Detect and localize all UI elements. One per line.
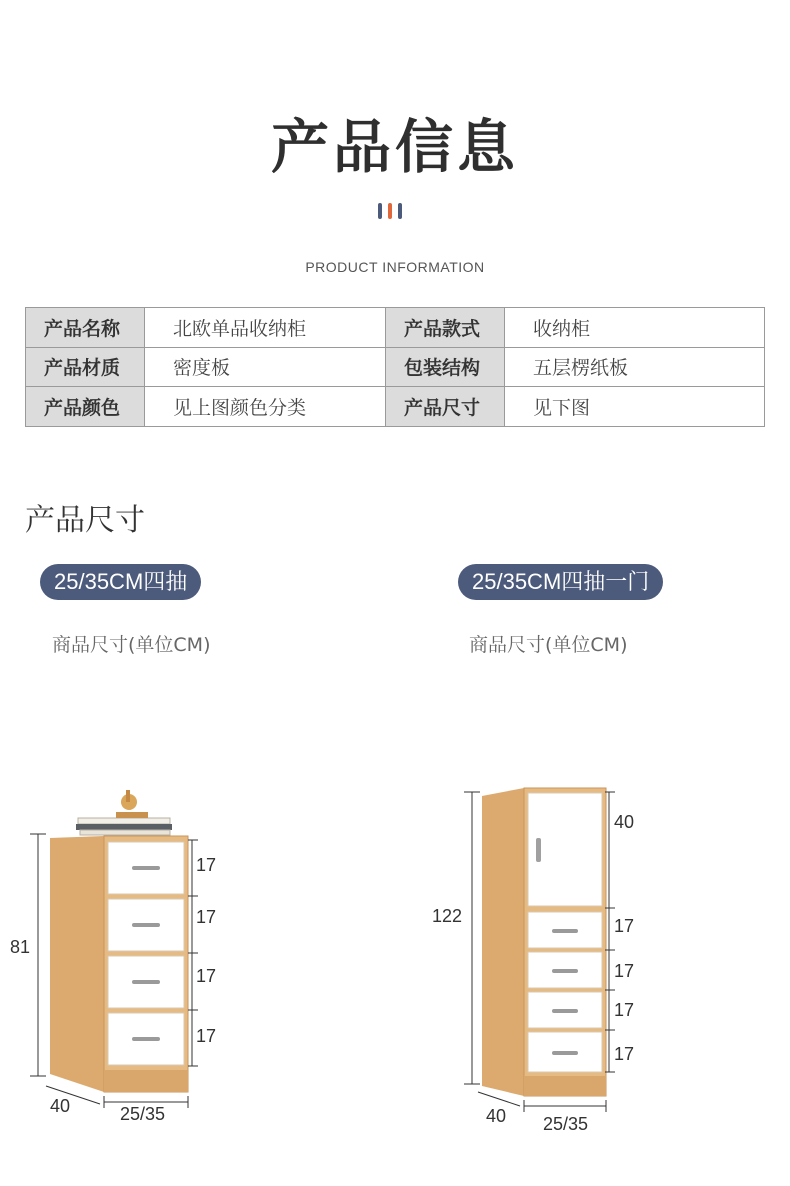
- accent-dot: [398, 203, 402, 219]
- title-accent-dots: [378, 203, 402, 219]
- accent-dot: [388, 203, 392, 219]
- info-value: 密度板: [145, 347, 386, 387]
- depth-label: 40: [50, 1096, 71, 1116]
- unit-note: 商品尺寸(单位CM): [469, 634, 628, 656]
- handle-icon: [552, 929, 578, 933]
- info-value: 五层楞纸板: [505, 347, 765, 387]
- handle-icon: [552, 969, 578, 973]
- depth-dimension-line: [478, 1092, 520, 1106]
- drawer-height-label: 17: [196, 855, 217, 875]
- info-value: 北欧单品收纳柜: [145, 308, 386, 348]
- info-label: 产品款式: [386, 308, 505, 348]
- book-icon: [76, 824, 172, 830]
- page-title: 产品信息: [270, 113, 519, 181]
- book-icon: [80, 830, 170, 835]
- drawer-height-label: 17: [196, 1026, 217, 1046]
- table-row: [26, 308, 765, 348]
- page-subtitle: PRODUCT INFORMATION: [305, 259, 485, 275]
- handle-icon: [132, 866, 160, 870]
- handle-icon: [552, 1051, 578, 1055]
- four-drawer-one-door-cabinet: [432, 788, 634, 1134]
- book-icon: [78, 818, 170, 824]
- drawer-height-label: 17: [614, 961, 635, 981]
- unit-note: 商品尺寸(单位CM): [52, 634, 211, 656]
- cabinet-illustrations: [0, 770, 790, 1170]
- drawer-height-label: 17: [614, 1044, 635, 1064]
- handle-icon: [552, 1009, 578, 1013]
- info-label: 产品材质: [26, 347, 145, 387]
- info-label: 包装结构: [386, 347, 505, 387]
- info-label: 产品尺寸: [386, 387, 505, 427]
- cabinet-plinth: [104, 1070, 188, 1092]
- drawer-height-label: 17: [614, 916, 635, 936]
- drawer-height-label: 17: [614, 1000, 635, 1020]
- accent-dot: [378, 203, 382, 219]
- tray-icon: [116, 812, 148, 818]
- product-variant-badge: 25/35CM四抽: [40, 564, 201, 600]
- info-label: 产品名称: [26, 308, 145, 348]
- info-value: 见上图颜色分类: [145, 387, 386, 427]
- drawer-height-label: 17: [196, 907, 217, 927]
- cabinet-plinth: [524, 1076, 606, 1096]
- drawer-height-label: 17: [196, 966, 217, 986]
- height-label: 81: [10, 937, 31, 957]
- width-label: 25/35: [543, 1114, 589, 1134]
- cabinet-side-panel: [482, 788, 524, 1096]
- info-label: 产品颜色: [26, 387, 145, 427]
- product-variant-badge: 25/35CM四抽一门: [458, 564, 663, 600]
- product-info-table: [25, 307, 765, 427]
- handle-icon: [132, 923, 160, 927]
- handle-icon: [536, 838, 541, 862]
- height-label: 122: [432, 906, 463, 926]
- table-row: [26, 387, 765, 427]
- cabinet-side-panel: [50, 836, 104, 1092]
- handle-icon: [132, 1037, 160, 1041]
- info-value: 见下图: [505, 387, 765, 427]
- four-drawer-cabinet: [10, 790, 216, 1124]
- table-row: [26, 347, 765, 387]
- info-value: 收纳柜: [505, 308, 765, 348]
- door-height-label: 40: [614, 812, 635, 832]
- width-label: 25/35: [120, 1104, 166, 1124]
- ornament-icon: [126, 790, 130, 802]
- depth-label: 40: [486, 1106, 507, 1126]
- size-section-title: 产品尺寸: [25, 503, 145, 538]
- handle-icon: [132, 980, 160, 984]
